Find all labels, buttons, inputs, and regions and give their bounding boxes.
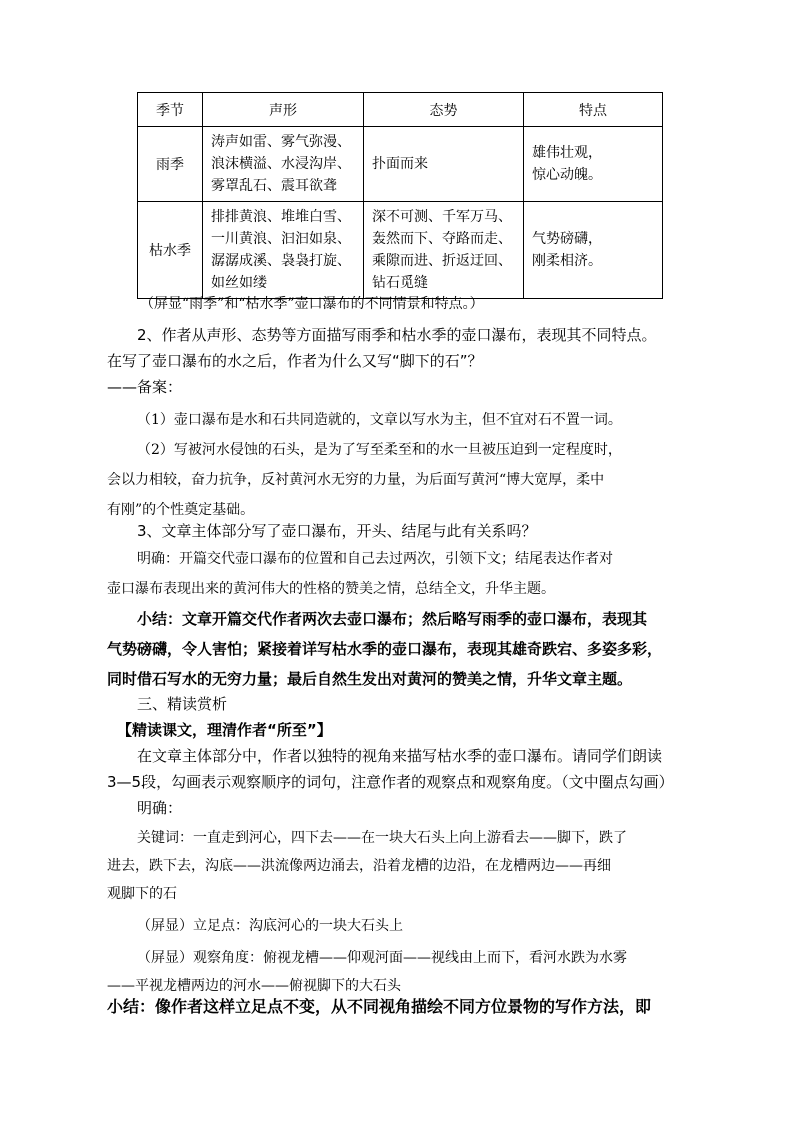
answer-line: 有刚”的个性奠定基础。 xyxy=(107,502,255,518)
cell-line: 潺潺成溪、袅袅打旋、 xyxy=(211,253,351,269)
attitude-cell xyxy=(364,202,524,299)
summary-1 xyxy=(107,604,689,694)
summary-line: 气势磅礴，令人害怕；紧接着详写枯水季的壶口瀑布，表现其雄奇跌宕、多姿多彩， xyxy=(107,640,663,658)
cell-line: 扑面而来 xyxy=(372,156,428,172)
cell-line: 雾罩乱石、震耳欲聋 xyxy=(211,178,337,194)
sound-cell xyxy=(203,202,364,299)
keyword-line: 关键词：一直走到河心，四下去——在一块大石头上向上游看去——脚下，跌了 xyxy=(137,830,627,846)
cell-line: 排排黄浪、堆堆白雪、 xyxy=(211,209,351,225)
summary-line: 小结：文章开篇交代作者两次去壶口瀑布；然后略写雨季的壶口瀑布，表现其 xyxy=(137,610,648,628)
table-header: 季节 xyxy=(138,93,203,127)
question-line: 2、作者从声形、态势等方面描写雨季和枯水季的壶口瀑布，表现其不同特点。 xyxy=(137,326,657,344)
cell-line: 深不可测、千军万马、 xyxy=(372,209,512,225)
season-cell: 枯水季 xyxy=(138,202,203,299)
table-caption: （屏显“雨季”和“枯水季”壶口瀑布的不同情景和特点。） xyxy=(140,296,484,312)
answer-line: （1）壶口瀑布是水和石共同造就的，文章以写水为主，但不宜对石不置一词。 xyxy=(137,412,622,428)
feature-cell xyxy=(524,127,663,202)
table-row xyxy=(138,202,663,299)
keywords xyxy=(107,824,689,1000)
keyword-line: 进去，跌下去，沟底——洪流像两边涌去，沿着龙槽的边沿，在龙槽两边——再细 xyxy=(107,858,611,874)
answer-line: 壶口瀑布表现出来的黄河伟大的性格的赞美之情，总结全文，升华主题。 xyxy=(107,581,555,597)
section-3 xyxy=(107,691,689,821)
keyword-line: 观脚下的石 xyxy=(107,886,177,902)
attitude-cell xyxy=(364,127,524,202)
section-title: 三、精读赏析 xyxy=(137,695,228,713)
question-3 xyxy=(107,518,689,604)
cell-line: 涛声如雷、雾气弥漫、 xyxy=(211,134,351,150)
cell-line: 轰然而下、夺路而走、 xyxy=(372,231,512,247)
summary-2: 小结：像作者这样立足点不变，从不同视角描绘不同方位景物的写作方法，即 xyxy=(107,997,652,1016)
cell-line: 钻石觅缝 xyxy=(372,275,428,291)
answer-line: 明确：开篇交代壶口瀑布的位置和自己去过两次，引领下文；结尾表达作者对 xyxy=(137,551,613,567)
cell-line: 刚柔相济。 xyxy=(532,253,602,269)
screen-note: （屏显）立足点：沟底河心的一块大石头上 xyxy=(137,918,403,934)
screen-note: ——平视龙槽两边的河水——俯视脚下的大石头 xyxy=(107,978,401,994)
season-cell: 雨季 xyxy=(138,127,203,202)
question-line: 3、文章主体部分写了壶口瀑布，开头、结尾与此有关系吗？ xyxy=(137,522,537,540)
season-comparison-table xyxy=(137,92,663,299)
table-header: 声形 xyxy=(203,93,364,127)
table-header-row xyxy=(138,93,663,127)
cell-line: 如丝如缕 xyxy=(211,275,267,291)
answer-line: （2）写被河水侵蚀的石头，是为了写至柔至和的水一旦被压迫到一定程度时， xyxy=(137,442,622,458)
cell-line: 一川黄浪、汩汩如泉、 xyxy=(211,231,351,247)
table-header: 特点 xyxy=(524,93,663,127)
cell-line: 惊心动魄。 xyxy=(532,167,602,183)
sound-cell xyxy=(203,127,364,202)
question-line: 在写了壶口瀑布的水之后，作者为什么又写“脚下的石”？ xyxy=(107,352,483,370)
cell-line: 雄伟壮观， xyxy=(532,145,602,161)
summary-line: 同时借石写水的无穷力量；最后自然生发出对黄河的赞美之情，升华文章主题。 xyxy=(107,670,633,688)
cell-line: 浪沫横溢、水浸沟岸、 xyxy=(211,156,351,172)
answer-label: 明确： xyxy=(137,799,183,817)
feature-cell xyxy=(524,202,663,299)
table-header: 态势 xyxy=(364,93,524,127)
cell-line: 乘隙而进、折返迂回、 xyxy=(372,253,512,269)
paragraph-line: 在文章主体部分中，作者以独特的视角来描写枯水季的壶口瀑布。请同学们朗读 xyxy=(137,747,663,765)
section-subtitle: 【精读课文，理清作者“所至”】 xyxy=(117,721,332,739)
answer-line: 会以力相较，奋力抗争，反衬黄河水无穷的力量，为后面写黄河“博大宽厚，柔中 xyxy=(107,472,605,488)
cell-line: 气势磅礴， xyxy=(532,231,602,247)
answer-2 xyxy=(107,405,689,525)
screen-note: （屏显）观察角度：俯视龙槽——仰观河面——视线由上而下，看河水跌为水雾 xyxy=(137,950,627,966)
question-2 xyxy=(107,322,689,400)
table-row xyxy=(138,127,663,202)
paragraph-line: 3—5段，勾画表示观察顺序的词句，注意作者的观察点和观察角度。（文中圈点勾画） xyxy=(107,773,674,791)
answer-label: ——备案： xyxy=(107,378,183,396)
